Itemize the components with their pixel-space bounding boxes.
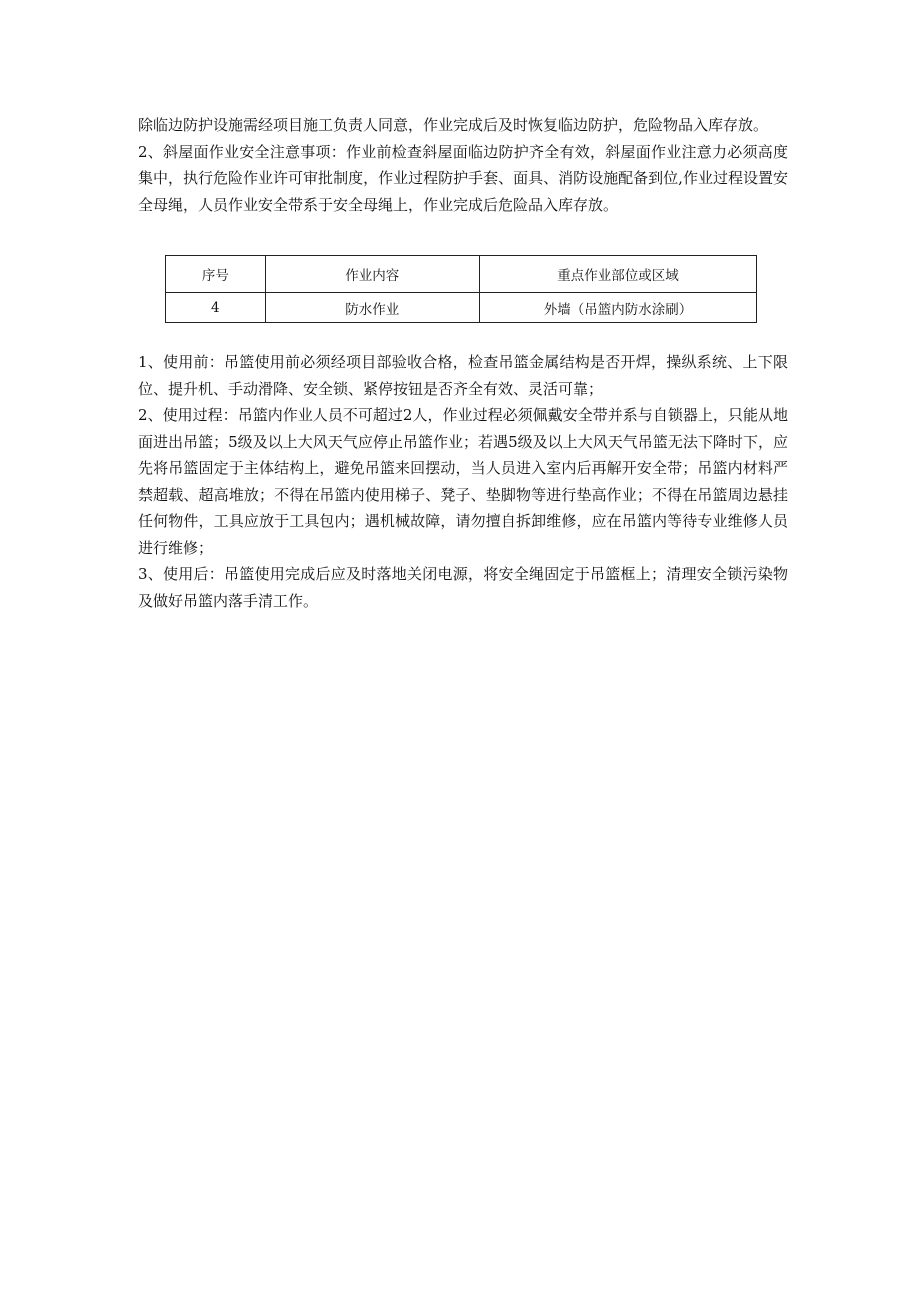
table-header-row (166, 256, 757, 293)
body-paragraph-3: 3、使用后：吊篮使用完成后应及时落地关闭电源，将安全绳固定于吊篮框上；清理安全锁污染物及做好吊篮内落手清工作。 (138, 565, 788, 610)
work-table (165, 255, 757, 323)
intro-paragraph-1: 除临边防护设施需经项目施工负责人同意，作业完成后及时恢复临边防护，危险物品入库存放。 (138, 116, 769, 134)
table-row (166, 293, 757, 323)
document-page (138, 112, 788, 614)
table-cell-area: 外墙（吊篮内防水涂刷） (479, 293, 756, 323)
table-cell-seq: 4 (166, 293, 266, 323)
body-paragraph-2: 2、使用过程：吊篮内作业人员不可超过2人，作业过程必须佩戴安全带并系与自锁器上，只能从地面进出吊篮；5级及以上大风天气应停止吊篮作业；若遇5级及以上大风天气吊篮无法下降时下，应先将吊篮固定于主体结构上，避免吊篮来回摆动，当人员进入室内后再解开安全带；吊篮内材料严禁超载、超高堆放；不得在吊篮内使用梯子、凳子、垫脚物等进行垫高作业；不得在吊篮周边悬挂任何物件，工具应放于工具包内；遇机械故障，请勿擅自拆卸维修，应在吊篮内等待专业维修人员进行维修； (138, 406, 788, 557)
table-header-content: 作业内容 (265, 256, 479, 293)
body-paragraph-1: 1、使用前：吊篮使用前必须经项目部验收合格，检查吊篮金属结构是否开焊，操纵系统、上下限位、提升机、手动滑降、安全锁、紧停按钮是否齐全有效、灵活可靠； (138, 353, 788, 398)
table-header-area: 重点作业部位或区域 (479, 256, 756, 293)
table-header-seq: 序号 (166, 256, 266, 293)
table-cell-content: 防水作业 (265, 293, 479, 323)
intro-paragraph-2: 2、斜屋面作业安全注意事项：作业前检查斜屋面临边防护齐全有效，斜屋面作业注意力必须高度集中，执行危险作业许可审批制度，作业过程防护手套、面具、消防设施配备到位,作业过程设置安全母绳，人员作业安全带系于安全母绳上，作业完成后危险品入库存放。 (138, 142, 788, 214)
